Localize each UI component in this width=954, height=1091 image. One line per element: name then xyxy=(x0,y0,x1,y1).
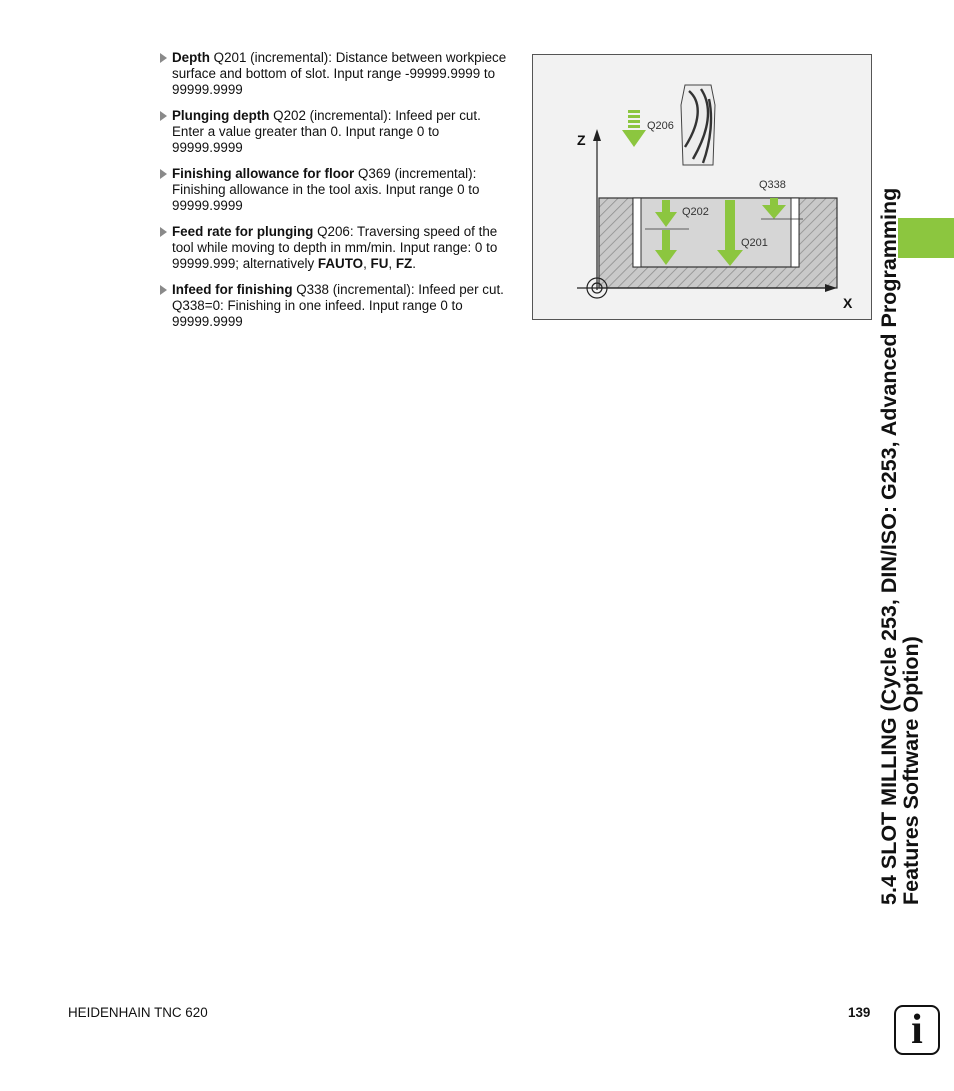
option-fauto: FAUTO xyxy=(317,256,364,271)
param-finishing-allowance xyxy=(158,166,513,214)
side-title-line1: 5.4 SLOT MILLING (Cycle 253, DIN/ISO: G253, Advanced Programming xyxy=(877,187,901,905)
bullet-triangle-icon xyxy=(160,111,167,121)
param-desc: Q369 (incremental): Finishing allowance in the tool axis. Input range 0 to 99999.9999 xyxy=(172,166,480,213)
param-feed-rate-plunging xyxy=(158,224,513,272)
finishing-allowance-right xyxy=(791,198,799,267)
param-plunging-depth xyxy=(158,108,513,156)
param-term: Infeed for finishing xyxy=(172,282,293,297)
param-term: Plunging depth xyxy=(172,108,270,123)
label-q206: Q206 xyxy=(647,120,674,132)
label-q202: Q202 xyxy=(682,206,709,218)
param-desc: Q202 (incremental): Infeed per cut. Enter a value greater than 0. Input range 0 to 99999.9999 xyxy=(172,108,481,155)
param-term: Finishing allowance for floor xyxy=(172,166,355,181)
label-q338: Q338 xyxy=(759,179,786,191)
axis-z-label: Z xyxy=(577,132,586,148)
param-term: Feed rate for plunging xyxy=(172,224,314,239)
label-q201: Q201 xyxy=(741,237,768,249)
separator: , xyxy=(388,256,396,271)
option-fu: FU xyxy=(370,256,389,271)
option-fz: FZ xyxy=(395,256,413,271)
info-icon: i xyxy=(894,1005,940,1055)
side-title-line2: Features Software Option) xyxy=(899,636,923,905)
param-desc: Q206: Traversing speed of the tool while moving to depth in mm/min. Input range: 0 to 99999.999; alternatively xyxy=(172,224,498,271)
page-number: 139 xyxy=(848,1005,871,1020)
bullet-triangle-icon xyxy=(160,227,167,237)
slot-milling-figure xyxy=(532,54,872,320)
end-mill-tool-icon xyxy=(681,85,715,165)
separator: , xyxy=(363,256,371,271)
z-axis-arrow-icon xyxy=(593,129,601,141)
param-infeed-finishing xyxy=(158,282,513,330)
feed-rate-arrow-icon xyxy=(622,110,646,147)
axis-x-label: X xyxy=(843,295,853,311)
period: . xyxy=(412,256,416,271)
bullet-triangle-icon xyxy=(160,285,167,295)
param-desc: Q338 (incremental): Infeed per cut. Q338=0: Finishing in one infeed. Input range 0 to 99999.9999 xyxy=(172,282,504,329)
param-desc: Q201 (incremental): Distance between workpiece surface and bottom of slot. Input range -99999.9999 to 99999.9999 xyxy=(172,50,507,97)
chapter-side-title xyxy=(878,45,922,905)
bullet-triangle-icon xyxy=(160,169,167,179)
figure-svg xyxy=(533,55,871,319)
parameter-list xyxy=(158,50,513,340)
finishing-allowance-left xyxy=(633,198,641,267)
bullet-triangle-icon xyxy=(160,53,167,63)
param-depth xyxy=(158,50,513,98)
footer-product: HEIDENHAIN TNC 620 xyxy=(68,1005,208,1020)
param-term: Depth xyxy=(172,50,210,65)
